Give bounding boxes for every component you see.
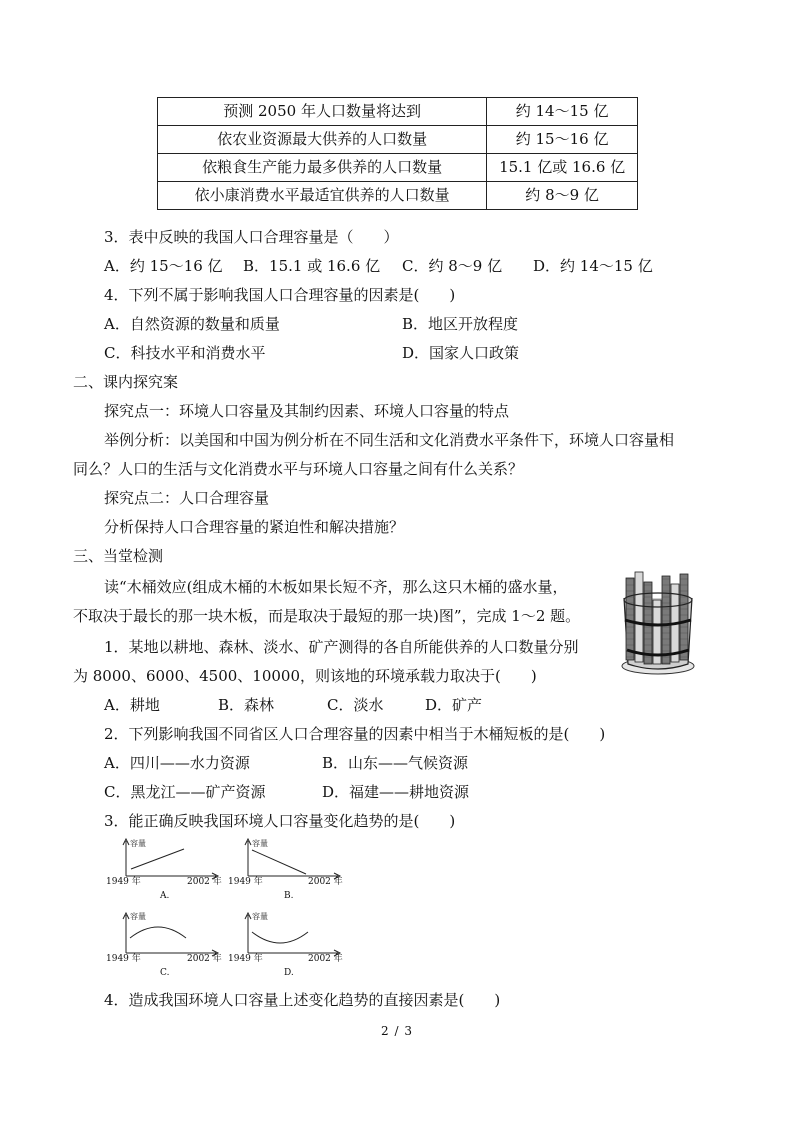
x-start-label: 1949 年 — [228, 877, 263, 887]
table-cell: 依粮食生产能力最多供养的人口数量 — [158, 154, 487, 182]
paragraph: 不取决于最长的那一块木板，而是取决于最短的那一块)图”，完成 1～2 题。 — [73, 607, 581, 625]
table-cell: 约 8～9 亿 — [487, 182, 638, 210]
question-stem: 3．能正确反映我国环境人口容量变化趋势的是( ) — [104, 812, 456, 830]
paragraph: 探究点二：人口合理容量 — [104, 489, 270, 507]
y-axis-label: 容量 — [130, 912, 146, 921]
trend-line-rising — [131, 849, 184, 869]
chart-option-letter: D. — [284, 968, 294, 978]
option-c: C．约 8～9 亿 — [402, 257, 503, 275]
option-a: A．耕地 — [104, 696, 160, 714]
trend-chart-d — [228, 908, 346, 958]
trend-line-valley — [252, 932, 308, 943]
table-row — [158, 154, 638, 182]
paragraph: 分析保持人口合理容量的紧迫性和解决措施？ — [104, 518, 405, 536]
question-stem: 为 8000、6000、4500、10000，则该地的环境承载力取决于( ) — [73, 667, 537, 685]
population-table — [157, 97, 638, 210]
table-row — [158, 126, 638, 154]
x-end-label: 2002 年 — [308, 877, 343, 887]
trend-line-arch — [130, 927, 186, 938]
question-stem: 1．某地以耕地、森林、淡水、矿产测得的各自所能供养的人口数量分别 — [104, 638, 579, 656]
option-a: A．四川——水力资源 — [104, 754, 250, 772]
x-end-label: 2002 年 — [187, 877, 222, 887]
table-cell: 依农业资源最大供养的人口数量 — [158, 126, 487, 154]
option-b: B．山东——气候资源 — [322, 754, 469, 772]
y-axis-label: 容量 — [252, 839, 268, 848]
option-d: D．福建——耕地资源 — [322, 783, 470, 801]
x-start-label: 1949 年 — [106, 954, 141, 964]
section-heading: 二、课内探究案 — [73, 373, 179, 391]
option-c: C．黑龙江——矿产资源 — [104, 783, 266, 801]
x-start-label: 1949 年 — [106, 877, 141, 887]
table-cell: 15.1 亿或 16.6 亿 — [487, 154, 638, 182]
x-end-label: 2002 年 — [187, 954, 222, 964]
option-a: A．约 15～16 亿 — [104, 257, 223, 275]
x-end-label: 2002 年 — [308, 954, 343, 964]
option-a: A．自然资源的数量和质量 — [104, 315, 280, 333]
wooden-bucket-illustration — [614, 570, 702, 676]
question-stem: 3．表中反映的我国人口合理容量是（ ） — [104, 228, 399, 246]
option-d: D．矿产 — [425, 696, 483, 714]
option-d: D．约 14～15 亿 — [533, 257, 653, 275]
option-b: B．地区开放程度 — [402, 315, 519, 333]
paragraph: 读“木桶效应(组成木桶的木板如果长短不齐，那么这只木桶的盛水量， — [104, 578, 568, 596]
table-cell: 依小康消费水平最适宜供养的人口数量 — [158, 182, 487, 210]
option-c: C．科技水平和消费水平 — [104, 344, 266, 362]
table-row — [158, 98, 638, 126]
table-cell: 预测 2050 年人口数量将达到 — [158, 98, 487, 126]
y-axis-label: 容量 — [130, 839, 146, 848]
x-start-label: 1949 年 — [228, 954, 263, 964]
trend-chart-c — [106, 908, 224, 958]
y-axis-label: 容量 — [252, 912, 268, 921]
table-row — [158, 182, 638, 210]
trend-line-falling — [252, 850, 306, 874]
question-stem: 2．下列影响我国不同省区人口合理容量的因素中相当于木桶短板的是( ) — [104, 725, 606, 743]
section-heading: 三、当堂检测 — [73, 547, 164, 565]
option-c: C．淡水 — [327, 696, 384, 714]
paragraph: 举例分析：以美国和中国为例分析在不同生活和文化消费水平条件下，环境人口容量相 — [104, 431, 675, 449]
paragraph: 同么？人口的生活与文化消费水平与环境人口容量之间有什么关系？ — [73, 460, 524, 478]
option-b: B．森林 — [218, 696, 275, 714]
table-cell: 约 15～16 亿 — [487, 126, 638, 154]
option-d: D．国家人口政策 — [402, 344, 520, 362]
chart-option-letter: A. — [160, 891, 170, 901]
question-stem: 4．下列不属于影响我国人口合理容量的因素是( ) — [104, 286, 456, 304]
table-cell: 约 14～15 亿 — [487, 98, 638, 126]
chart-option-letter: B. — [284, 891, 294, 901]
paragraph: 探究点一：环境人口容量及其制约因素、环境人口容量的特点 — [104, 402, 510, 420]
page-number: 2 / 3 — [381, 1024, 413, 1038]
option-b: B．15.1 或 16.6 亿 — [243, 257, 381, 275]
question-stem: 4．造成我国环境人口容量上述变化趋势的直接因素是( ) — [104, 991, 501, 1009]
chart-option-letter: C. — [160, 968, 170, 978]
